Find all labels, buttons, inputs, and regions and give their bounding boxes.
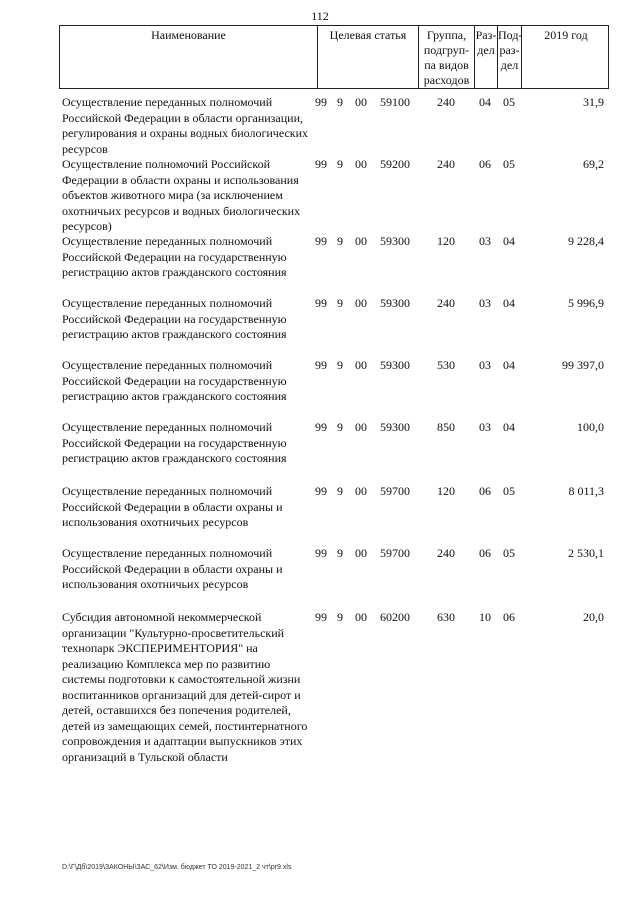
row-code-subprogram: 9 [337,234,343,248]
row-code-subprogram: 9 [337,296,343,310]
row-code-direction: 00 [355,157,367,171]
row-podrazdel: 04 [503,296,515,310]
row-name: Субсидия автономной некоммерческой организации "Культурно-просветительский технопарк ЭКСПЕРИМЕНТОРИЯ" на реализацию Комплекса мер по развитию системы подготовки к самостоятельной жизни воспитанников организаций для детей-сирот и детей, оставшихся без попечения родителей, детей из замещающих семей, постинтернатного сопровождения и адаптации выпускников этих организаций в Тульской области [62,610,308,764]
row-code-direction: 00 [355,95,367,109]
row-name: Осуществление переданных полномочий Российской Федерации в области охраны и использования охотничьих ресурсов [62,484,283,529]
header-target: Целевая статья [329,28,407,42]
page-number: 112 [311,9,329,23]
row-code-article: 59700 [380,484,410,498]
row-code-direction: 00 [355,484,367,498]
row-code-article: 59300 [380,234,410,248]
row-amount: 99 397,0 [562,358,604,372]
row-code-subprogram: 9 [337,420,343,434]
row-razdel: 03 [479,358,491,372]
row-code-subprogram: 9 [337,157,343,171]
row-name: Осуществление переданных полномочий Российской Федерации на государственную регистрацию актов гражданского состояния [62,420,287,465]
row-expense-group: 240 [437,296,455,310]
row-code-article: 59300 [380,420,410,434]
row-code-article: 59200 [380,157,410,171]
row-expense-group: 120 [437,484,455,498]
row-razdel: 03 [479,234,491,248]
row-name: Осуществление переданных полномочий Российской Федерации в области охраны и использования охотничьих ресурсов [62,546,283,591]
row-amount: 100,0 [577,420,604,434]
row-code-article: 59300 [380,358,410,372]
row-code-program: 99 [315,358,327,372]
row-code-direction: 00 [355,546,367,560]
row-code-direction: 00 [355,610,367,624]
row-amount: 8 011,3 [568,484,604,498]
row-name: Осуществление переданных полномочий Российской Федерации на государственную регистрацию актов гражданского состояния [62,296,287,341]
row-code-program: 99 [315,296,327,310]
row-amount: 5 996,9 [568,296,604,310]
row-code-program: 99 [315,484,327,498]
row-code-program: 99 [315,610,327,624]
row-expense-group: 240 [437,157,455,171]
row-podrazdel: 05 [503,546,515,560]
row-code-program: 99 [315,95,327,109]
row-code-article: 59700 [380,546,410,560]
row-razdel: 06 [479,484,491,498]
row-expense-group: 240 [437,546,455,560]
row-razdel: 03 [479,420,491,434]
row-expense-group: 120 [437,234,455,248]
header-razdel: Раз- дел [475,28,497,57]
row-code-program: 99 [315,546,327,560]
header-year: 2019 год [544,28,588,42]
row-code-subprogram: 9 [337,484,343,498]
row-code-direction: 00 [355,358,367,372]
row-amount: 20,0 [583,610,604,624]
row-amount: 2 530,1 [568,546,604,560]
row-code-subprogram: 9 [337,358,343,372]
row-code-direction: 00 [355,296,367,310]
row-amount: 69,2 [583,157,604,171]
row-expense-group: 630 [437,610,455,624]
row-podrazdel: 05 [503,95,515,109]
row-podrazdel: 06 [503,610,515,624]
row-razdel: 06 [479,546,491,560]
row-amount: 31,9 [583,95,604,109]
row-expense-group: 530 [437,358,455,372]
row-code-subprogram: 9 [337,610,343,624]
row-razdel: 10 [479,610,491,624]
row-code-program: 99 [315,420,327,434]
row-expense-group: 850 [437,420,455,434]
table-header [59,25,609,89]
row-code-subprogram: 9 [337,95,343,109]
row-podrazdel: 04 [503,234,515,248]
row-code-subprogram: 9 [337,546,343,560]
header-name: Наименование [151,28,226,42]
row-expense-group: 240 [437,95,455,109]
row-code-article: 59300 [380,296,410,310]
row-code-program: 99 [315,234,327,248]
row-name: Осуществление переданных полномочий Российской Федерации в области организации, регулирования и охраны водных биологических ресурсов [62,95,309,156]
row-razdel: 03 [479,296,491,310]
row-name: Осуществление переданных полномочий Российской Федерации на государственную регистрацию актов гражданского состояния [62,234,287,279]
row-razdel: 06 [479,157,491,171]
row-podrazdel: 05 [503,157,515,171]
row-name: Осуществление полномочий Российской Федерации в области охраны и использования объектов животного мира (за исключением охотничьих ресурсов и водных биологических ресурсов) [62,157,301,233]
row-code-direction: 00 [355,420,367,434]
row-podrazdel: 04 [503,358,515,372]
header-podrazdel: Под- раз- дел [498,28,523,72]
row-code-article: 60200 [380,610,410,624]
header-group: Группа, подгруп- па видов расходов [423,28,470,87]
footer-file-path: D:\Г\Дб\2019\ЗАКОНЫ\ЗАС_62\Изм. бюджет ТО 2019-2021_2 чт\pr9.xls [62,864,292,871]
row-code-article: 59100 [380,95,410,109]
row-amount: 9 228,4 [568,234,604,248]
row-code-program: 99 [315,157,327,171]
row-razdel: 04 [479,95,491,109]
row-name: Осуществление переданных полномочий Российской Федерации на государственную регистрацию актов гражданского состояния [62,358,287,403]
row-podrazdel: 04 [503,420,515,434]
row-podrazdel: 05 [503,484,515,498]
row-code-direction: 00 [355,234,367,248]
